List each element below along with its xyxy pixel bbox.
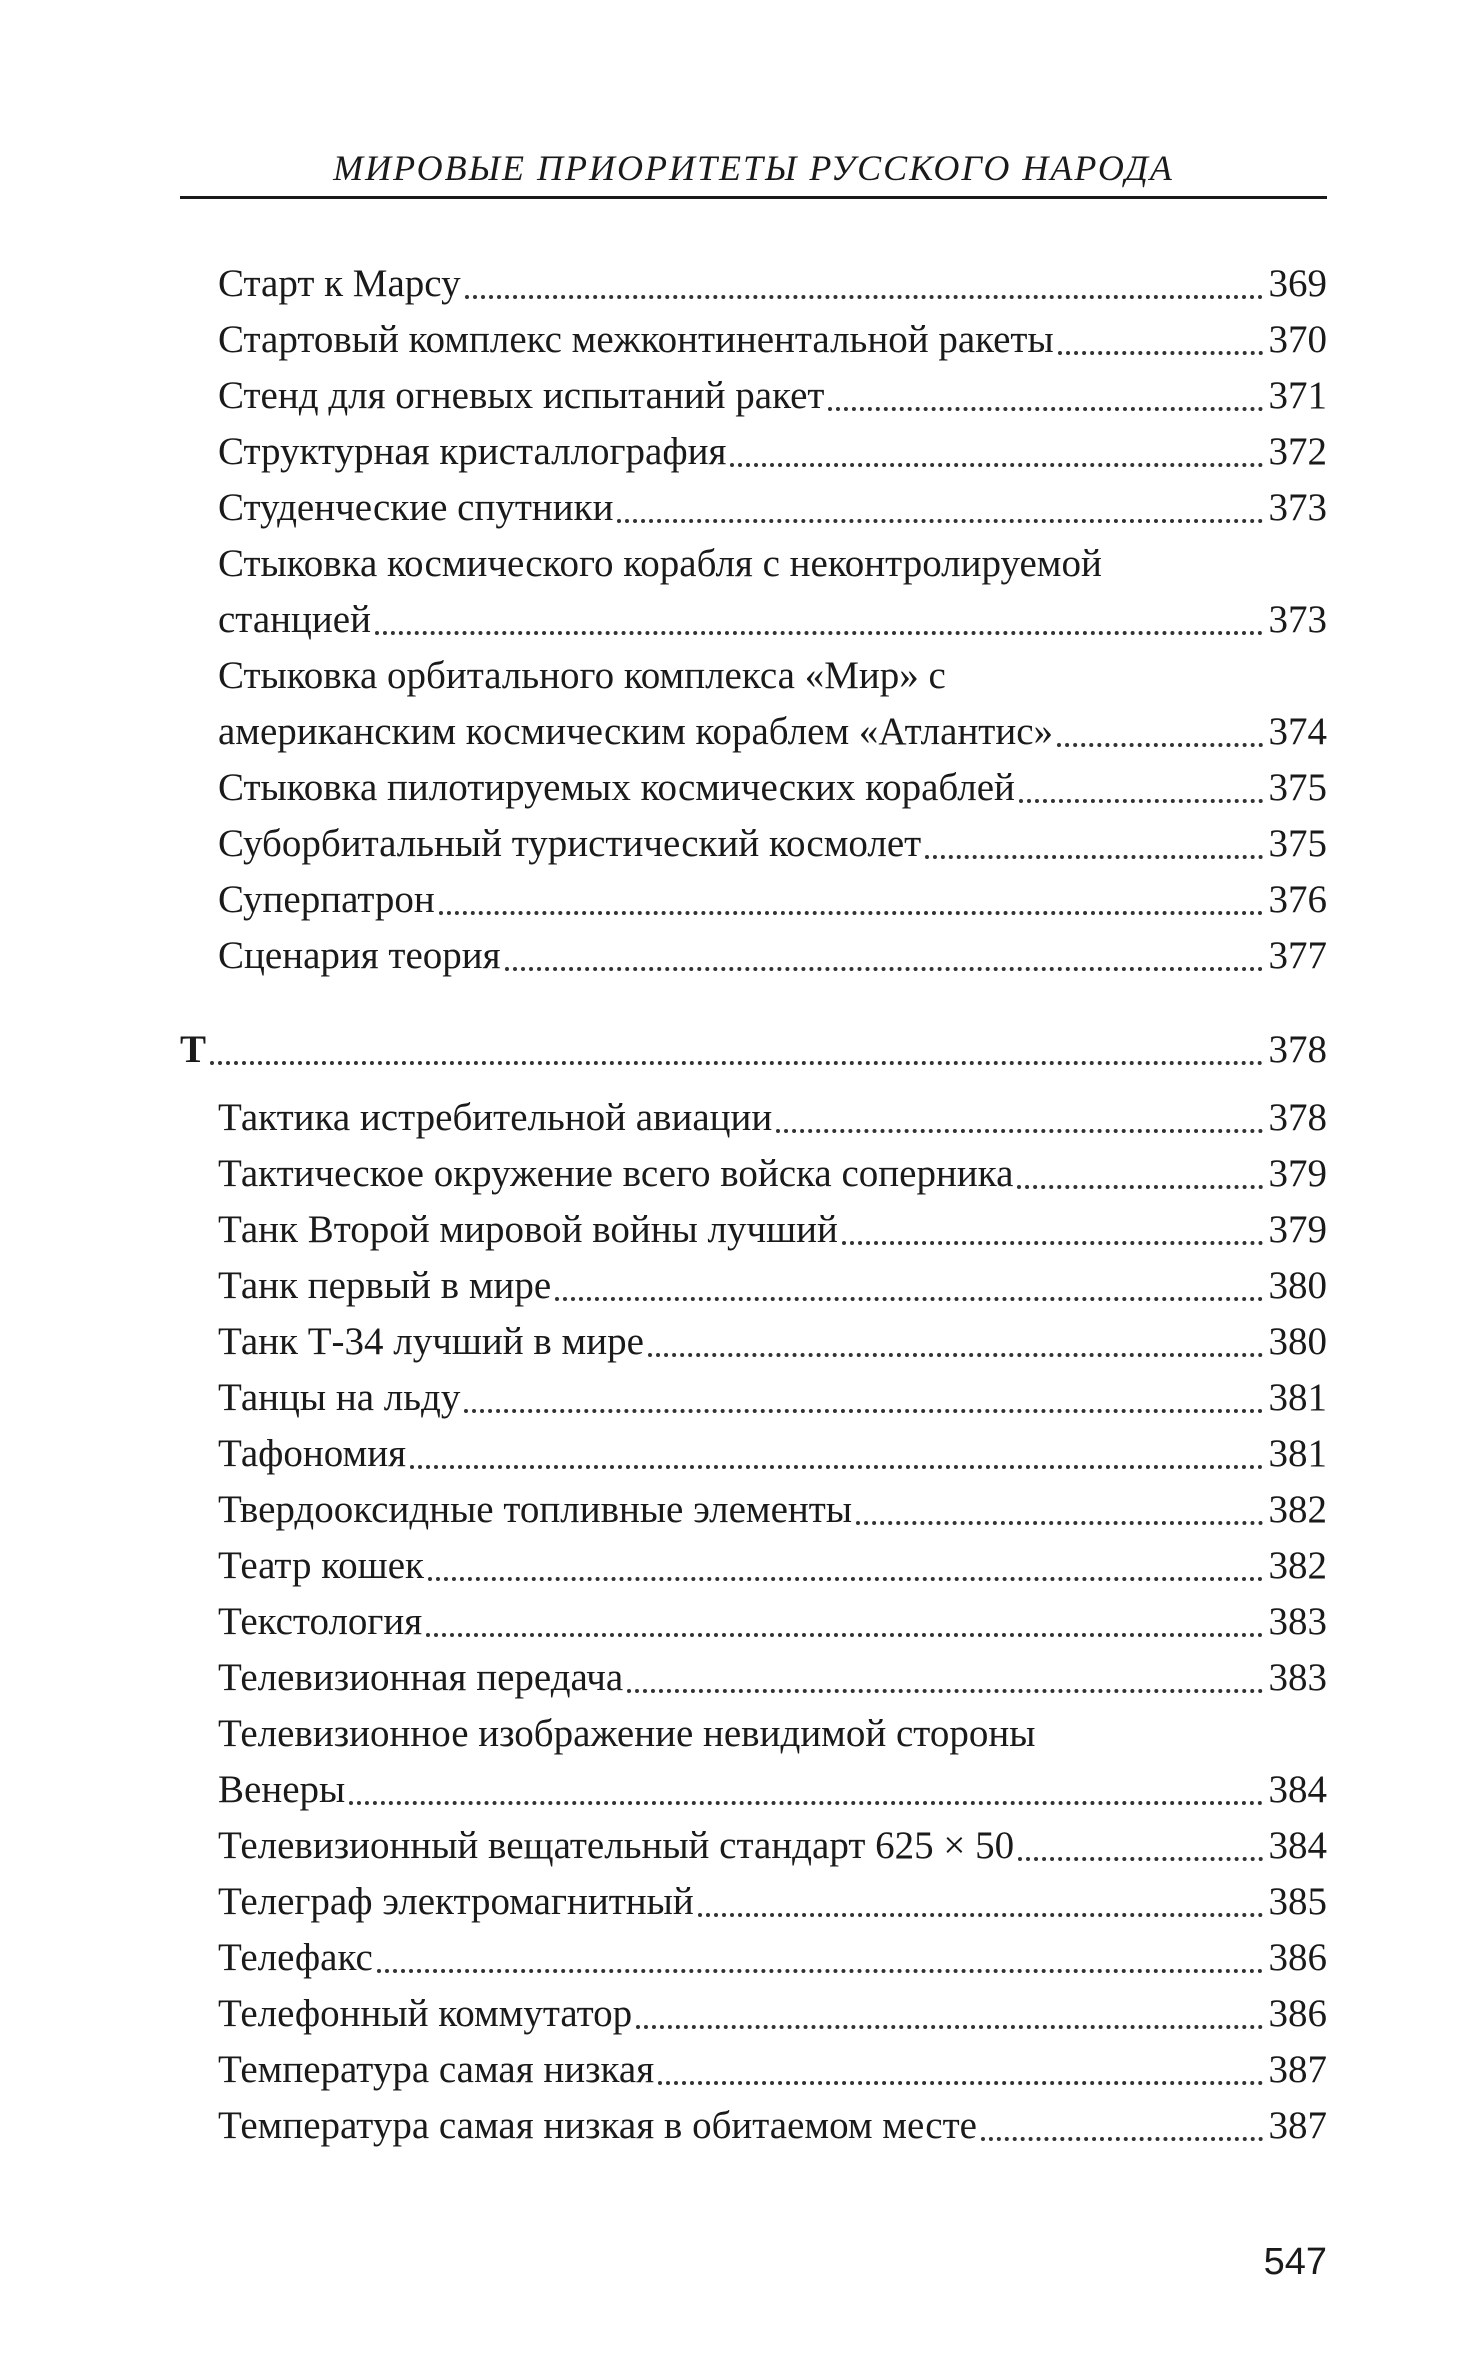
section-letter: Т bbox=[180, 1028, 207, 1071]
entry-title: Телефонный коммутатор bbox=[218, 1992, 633, 2035]
toc-entry bbox=[218, 2042, 1327, 2098]
entry-title: Структурная кристаллография bbox=[218, 430, 727, 473]
toc-entry bbox=[218, 1762, 1327, 1818]
entry-title: Суперпатрон bbox=[218, 878, 435, 921]
entry-title: Твердооксидные топливные элементы bbox=[218, 1488, 853, 1531]
toc-entry bbox=[218, 1202, 1327, 1258]
entry-title: Тактика истребительной авиации bbox=[218, 1096, 773, 1139]
entry-page: 376 bbox=[1268, 878, 1327, 921]
entry-page: 373 bbox=[1268, 486, 1327, 529]
dot-leader bbox=[856, 1482, 1262, 1538]
entry-page: 385 bbox=[1268, 1880, 1327, 1923]
entry-title: станцией bbox=[218, 598, 371, 641]
entry-page: 384 bbox=[1268, 1768, 1327, 1811]
toc-entry bbox=[218, 872, 1327, 928]
entry-title: Сценария теория bbox=[218, 934, 501, 977]
entry-title: Температура самая низкая bbox=[218, 2048, 655, 2091]
dot-leader bbox=[698, 1874, 1263, 1930]
entry-page: 382 bbox=[1268, 1488, 1327, 1531]
entry-title: Танк первый в мире bbox=[218, 1264, 552, 1307]
dot-leader bbox=[428, 1538, 1263, 1594]
dot-leader bbox=[465, 256, 1263, 312]
entry-title-line1: Телевизионное изображение невидимой стороны bbox=[218, 1712, 1036, 1755]
dot-leader bbox=[439, 872, 1263, 928]
entry-page: 387 bbox=[1268, 2104, 1327, 2147]
entry-title: Студенческие спутники bbox=[218, 486, 614, 529]
entry-title: Театр кошек bbox=[218, 1544, 424, 1587]
dot-leader bbox=[505, 928, 1263, 984]
section-letter-row bbox=[180, 1022, 1327, 1078]
entry-title: Стыковка пилотируемых космических кораблей bbox=[218, 766, 1015, 809]
toc-entry bbox=[218, 1146, 1327, 1202]
dot-leader bbox=[636, 1986, 1262, 2042]
header-rule bbox=[180, 196, 1327, 199]
entry-title: Венеры bbox=[218, 1768, 346, 1811]
section-page: 378 bbox=[1268, 1028, 1327, 1071]
dot-leader bbox=[658, 2042, 1262, 2098]
toc-entry bbox=[218, 1426, 1327, 1482]
toc-entry bbox=[218, 1314, 1327, 1370]
entry-page: 369 bbox=[1268, 262, 1327, 305]
toc-entry bbox=[218, 1930, 1327, 1986]
entry-page: 380 bbox=[1268, 1320, 1327, 1363]
dot-leader bbox=[627, 1650, 1262, 1706]
toc-entry bbox=[218, 368, 1327, 424]
toc-entry bbox=[218, 1594, 1327, 1650]
entry-title: Температура самая низкая в обитаемом месте bbox=[218, 2104, 977, 2147]
entry-page: 374 bbox=[1268, 710, 1327, 753]
entry-title-line1: Стыковка орбитального комплекса «Мир» с bbox=[218, 654, 946, 697]
toc-entry bbox=[218, 1370, 1327, 1426]
dot-leader bbox=[776, 1090, 1262, 1146]
entry-page: 383 bbox=[1268, 1600, 1327, 1643]
dot-leader bbox=[410, 1426, 1262, 1482]
toc-entry bbox=[218, 1818, 1327, 1874]
dot-leader bbox=[648, 1314, 1263, 1370]
dot-leader bbox=[349, 1762, 1262, 1818]
entry-page: 379 bbox=[1268, 1208, 1327, 1251]
entry-title: Текстология bbox=[218, 1600, 423, 1643]
entry-page: 383 bbox=[1268, 1656, 1327, 1699]
entry-page: 381 bbox=[1268, 1432, 1327, 1475]
entry-title: Тактическое окружение всего войска соперника bbox=[218, 1152, 1014, 1195]
dot-leader bbox=[377, 1930, 1263, 1986]
entry-title: Телефакс bbox=[218, 1936, 373, 1979]
entry-title-line1: Стыковка космического корабля с неконтролируемой bbox=[218, 542, 1102, 585]
page-number: 547 bbox=[1263, 2241, 1327, 2283]
entry-page: 381 bbox=[1268, 1376, 1327, 1419]
toc-entry bbox=[218, 1482, 1327, 1538]
entry-title: Танк Второй мировой войны лучший bbox=[218, 1208, 838, 1251]
entry-page: 377 bbox=[1268, 934, 1327, 977]
entry-page: 386 bbox=[1268, 1992, 1327, 2035]
dot-leader bbox=[981, 2098, 1263, 2154]
dot-leader bbox=[426, 1594, 1262, 1650]
entry-title: Танцы на льду bbox=[218, 1376, 461, 1419]
entry-page: 375 bbox=[1268, 766, 1327, 809]
dot-leader bbox=[464, 1370, 1262, 1426]
toc-entry bbox=[218, 760, 1327, 816]
entry-title: Стенд для огневых испытаний ракет bbox=[218, 374, 825, 417]
entry-page: 370 bbox=[1268, 318, 1327, 361]
entry-title: Телевизионная передача bbox=[218, 1656, 624, 1699]
dot-leader bbox=[925, 816, 1262, 872]
dot-leader bbox=[730, 424, 1262, 480]
toc-entry bbox=[218, 312, 1327, 368]
dot-leader bbox=[555, 1258, 1262, 1314]
toc-entry bbox=[218, 1090, 1327, 1146]
dot-leader bbox=[1017, 1146, 1262, 1202]
toc-entry bbox=[218, 816, 1327, 872]
toc-entry bbox=[218, 1538, 1327, 1594]
dot-leader bbox=[1018, 1818, 1262, 1874]
entry-title: Старт к Марсу bbox=[218, 262, 461, 305]
toc-entry bbox=[218, 424, 1327, 480]
entry-page: 387 bbox=[1268, 2048, 1327, 2091]
entry-page: 378 bbox=[1268, 1096, 1327, 1139]
entry-title: Танк Т-34 лучший в мире bbox=[218, 1320, 644, 1363]
entry-page: 384 bbox=[1268, 1824, 1327, 1867]
toc-entry bbox=[218, 256, 1327, 312]
entry-page: 371 bbox=[1268, 374, 1327, 417]
entry-title: Телевизионный вещательный стандарт 625 × 50 bbox=[218, 1824, 1015, 1867]
entry-title: американским космическим кораблем «Атлантис» bbox=[218, 710, 1054, 753]
entry-page: 386 bbox=[1268, 1936, 1327, 1979]
dot-leader bbox=[210, 1022, 1262, 1078]
entry-page: 375 bbox=[1268, 822, 1327, 865]
dot-leader bbox=[1019, 760, 1263, 816]
entry-title: Телеграф электромагнитный bbox=[218, 1880, 694, 1923]
dot-leader bbox=[375, 592, 1263, 648]
entry-page: 380 bbox=[1268, 1264, 1327, 1307]
dot-leader bbox=[617, 480, 1262, 536]
entry-title: Стартовый комплекс межконтинентальной ракеты bbox=[218, 318, 1054, 361]
dot-leader bbox=[828, 368, 1262, 424]
toc-entry bbox=[218, 592, 1327, 648]
dot-leader bbox=[842, 1202, 1263, 1258]
running-head: МИРОВЫЕ ПРИОРИТЕТЫ РУССКОГО НАРОДА bbox=[333, 148, 1174, 188]
toc-entry bbox=[218, 2098, 1327, 2154]
entry-page: 379 bbox=[1268, 1152, 1327, 1195]
entry-title: Суборбитальный туристический космолет bbox=[218, 822, 922, 865]
toc-entry bbox=[218, 1258, 1327, 1314]
dot-leader bbox=[1057, 704, 1262, 760]
toc-entry bbox=[218, 928, 1327, 984]
entry-title: Тафономия bbox=[218, 1432, 407, 1475]
toc-entry bbox=[218, 480, 1327, 536]
entry-page: 372 bbox=[1268, 430, 1327, 473]
entry-page: 382 bbox=[1268, 1544, 1327, 1587]
dot-leader bbox=[1058, 312, 1263, 368]
toc-entry bbox=[218, 1986, 1327, 2042]
toc-entry bbox=[218, 1650, 1327, 1706]
toc-entry bbox=[218, 704, 1327, 760]
toc-entry bbox=[218, 1874, 1327, 1930]
entry-page: 373 bbox=[1268, 598, 1327, 641]
